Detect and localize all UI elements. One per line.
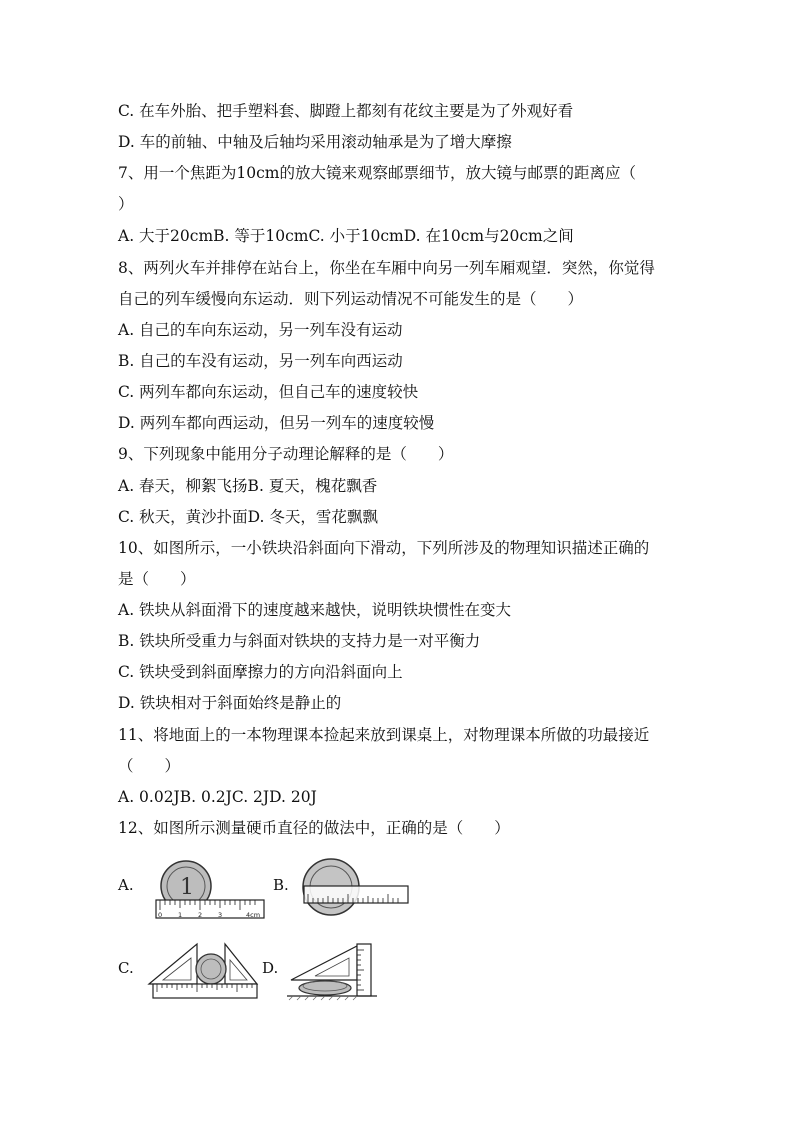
q10-option-a: A. 铁块从斜面滑下的速度越来越快，说明铁块惯性在变大 [118,601,512,619]
ruler-tick-label: 4cm [246,911,261,919]
ruler [304,886,408,903]
figure-label-d: D. [262,959,279,977]
set-square [291,946,357,980]
ruler-tick-label: 1 [178,911,183,919]
q9-stem: 9、下列现象中能用分子动理论解释的是（ ） [118,445,454,463]
q11-stem-end: （ ） [118,757,181,775]
figure-b-coin-ruler [296,856,414,920]
svg-text:1: 1 [180,875,194,900]
q9-options-ab: A. 春天，柳絮飞扬B. 夏天，槐花飘香 [118,477,378,495]
q10-option-b: B. 铁块所受重力与斜面对铁块的支持力是一对平衡力 [118,632,481,650]
q10-stem: 10、如图所示，一小铁块沿斜面向下滑动，下列所涉及的物理知识描述正确的 [118,539,650,557]
ruler-tick-label: 2 [198,911,203,919]
q12-stem: 12、如图所示测量硬币直径的做法中，正确的是（ ） [118,819,510,837]
figure-a-coin-ruler [150,858,268,922]
q11-options: A. 0.02JB. 0.2JC. 2JD. 20J [118,788,317,806]
q6-option-d: D. 车的前轴、中轴及后轴均采用滚动轴承是为了增大摩擦 [118,133,512,151]
q7-stem-end: ） [118,195,134,213]
q11-stem: 11、将地面上的一本物理课本捡起来放到课桌上，对物理课本所做的功最接近 [118,726,650,744]
q7-stem: 7、用一个焦距为10cm的放大镜来观察邮票细节，放大镜与邮票的距离应（ [118,164,636,182]
q8-option-c: C. 两列车都向东运动，但自己车的速度较快 [118,383,419,401]
q8-option-a: A. 自己的车向东运动，另一列车没有运动 [118,321,403,339]
figure-c-set-squares [145,940,260,1004]
figure-d-vertical-ruler [287,940,377,1004]
q7-options: A. 大于20cmB. 等于10cmC. 小于10cmD. 在10cm与20cm之间 [118,227,574,245]
q10-option-d: D. 铁块相对于斜面始终是静止的 [118,694,342,712]
q6-option-c: C. 在车外胎、把手塑料套、脚蹬上都刻有花纹主要是为了外观好看 [118,102,574,120]
figure-label-c: C. [118,959,134,977]
ruler [153,984,257,998]
set-square-left [149,944,197,984]
ruler-tick-label: 0 [158,911,163,919]
q8-stem-cont: 自己的列车缓慢向东运动．则下列运动情况不可能发生的是（ ） [118,290,584,308]
figure-label-a: A. [118,876,134,894]
q10-stem-cont: 是（ ） [118,570,196,588]
q8-stem: 8、两列火车并排停在站台上，你坐在车厢中向另一列车厢观望．突然，你觉得 [118,259,655,277]
ruler-tick-label: 3 [218,911,223,919]
q10-option-c: C. 铁块受到斜面摩擦力的方向沿斜面向上 [118,663,403,681]
figure-label-b: B. [273,876,289,894]
coin [196,954,226,984]
q9-options-cd: C. 秋天，黄沙扑面D. 冬天，雪花飘飘 [118,508,378,526]
q8-option-b: B. 自己的车没有运动，另一列车向西运动 [118,352,403,370]
q8-option-d: D. 两列车都向西运动，但另一列车的速度较慢 [118,414,435,432]
